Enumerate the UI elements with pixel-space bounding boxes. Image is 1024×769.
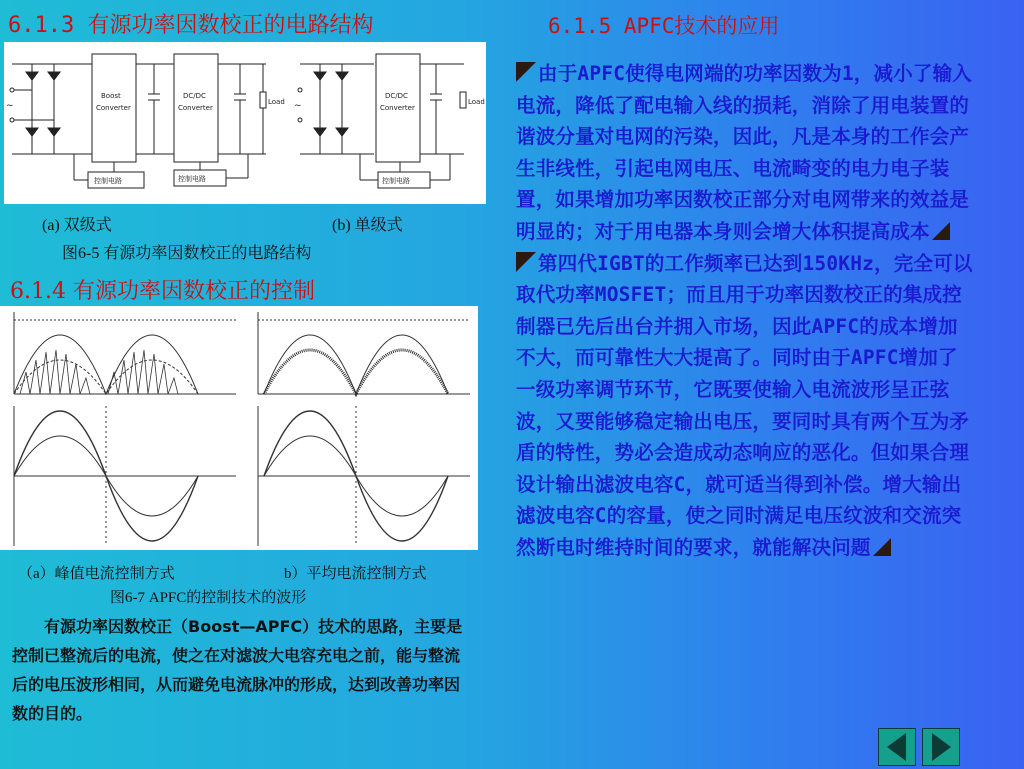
ctrl-label-3: 控制电路 xyxy=(382,177,410,185)
right-column xyxy=(516,58,976,564)
triangle-left-icon xyxy=(879,729,915,765)
fig67-label-b: b）平均电流控制方式 xyxy=(284,566,427,582)
left-paragraph-text: 有源功率因数校正（Boost—APFC）技术的思路，主要是控制已整流后的电流，使之在对滤波大电容充电之前，能与整流后的电压波形相同，从而避免电流脉冲的形成，达到改善功率因数的目的。 xyxy=(12,617,463,723)
paragraph-2-text: 第四代IGBT的工作频率已达到150KHz，完全可以取代功率MOSFET；而且用于功率因数校正的集成控制器已先后出台并拥入市场，因此APFC的成本增加不大，而可靠性大大提高了。同时由于APFC增加了一级功率调节环节，它既要使输入电流波形呈正弦波，又要能够稳定输出电压，要同时具有两个互为矛盾的特性，势必会造成动态响应的恶化。但如果合理设计输出滤波电容C，就可适当得到补偿。增大输出滤波电容C的容量，使之同时满足电压纹波和交流突然断电时维持时间的要求，就能解决问题 xyxy=(516,251,973,559)
figure-6-5-circuit xyxy=(4,42,486,204)
bullet-end-icon xyxy=(932,222,950,240)
fig65-label-b: (b) 单级式 xyxy=(332,217,403,234)
dcdc-b-label-2: Converter xyxy=(380,104,415,112)
triangle-right-icon xyxy=(923,729,959,765)
load-label-a: Load xyxy=(268,98,285,106)
figure-6-7-waveforms xyxy=(0,306,478,550)
ctrl-label-2: 控制电路 xyxy=(178,175,206,183)
bullet-start-icon xyxy=(516,252,536,272)
paragraph-2 xyxy=(516,248,976,564)
prev-slide-button[interactable] xyxy=(878,728,916,766)
waveform-diagram xyxy=(0,306,478,550)
ctrl-label-1: 控制电路 xyxy=(94,177,122,185)
paragraph-1-text: 由于APFC使得电网端的功率因数为1，减小了输入电流，降低了配电输入线的损耗，消除了用电装置的谐波分量对电网的污染，因此，凡是本身的工作会产生非线性，引起电网电压、电流畸变的电力电子装置，如果增加功率因数校正部分对电网带来的效益是明显的；对于用电器本身则会增大体积提高成本 xyxy=(516,62,973,243)
circuit-diagram xyxy=(4,42,486,204)
fig65-label-a: (a) 双级式 xyxy=(42,217,112,234)
bullet-start-icon xyxy=(516,62,536,82)
svg-text:~: ~ xyxy=(294,101,302,111)
fig67-caption: 图6-7 APFC的控制技术的波形 xyxy=(110,590,307,606)
dcdc-b-label-1: DC/DC xyxy=(385,92,408,100)
svg-text:~: ~ xyxy=(6,101,14,111)
heading-6-1-5: 6.1.5 APFC技术的应用 xyxy=(548,14,780,38)
heading-6-1-3: 6.1.3 有源功率因数校正的电路结构 xyxy=(8,13,374,38)
boost-label-2: Converter xyxy=(96,104,131,112)
dcdc-label-1: DC/DC xyxy=(183,92,206,100)
boost-label-1: Boost xyxy=(101,92,121,100)
next-slide-button[interactable] xyxy=(922,728,960,766)
bullet-end-icon xyxy=(873,538,891,556)
load-label-b: Load xyxy=(468,98,485,106)
left-paragraph xyxy=(12,612,464,728)
dcdc-label-2: Converter xyxy=(178,104,213,112)
fig65-caption: 图6-5 有源功率因数校正的电路结构 xyxy=(62,245,312,262)
fig67-label-a: （a）峰值电流控制方式 xyxy=(18,566,175,582)
heading-6-1-4: 6.1.4 有源功率因数校正的控制 xyxy=(10,279,315,304)
paragraph-1 xyxy=(516,58,976,248)
